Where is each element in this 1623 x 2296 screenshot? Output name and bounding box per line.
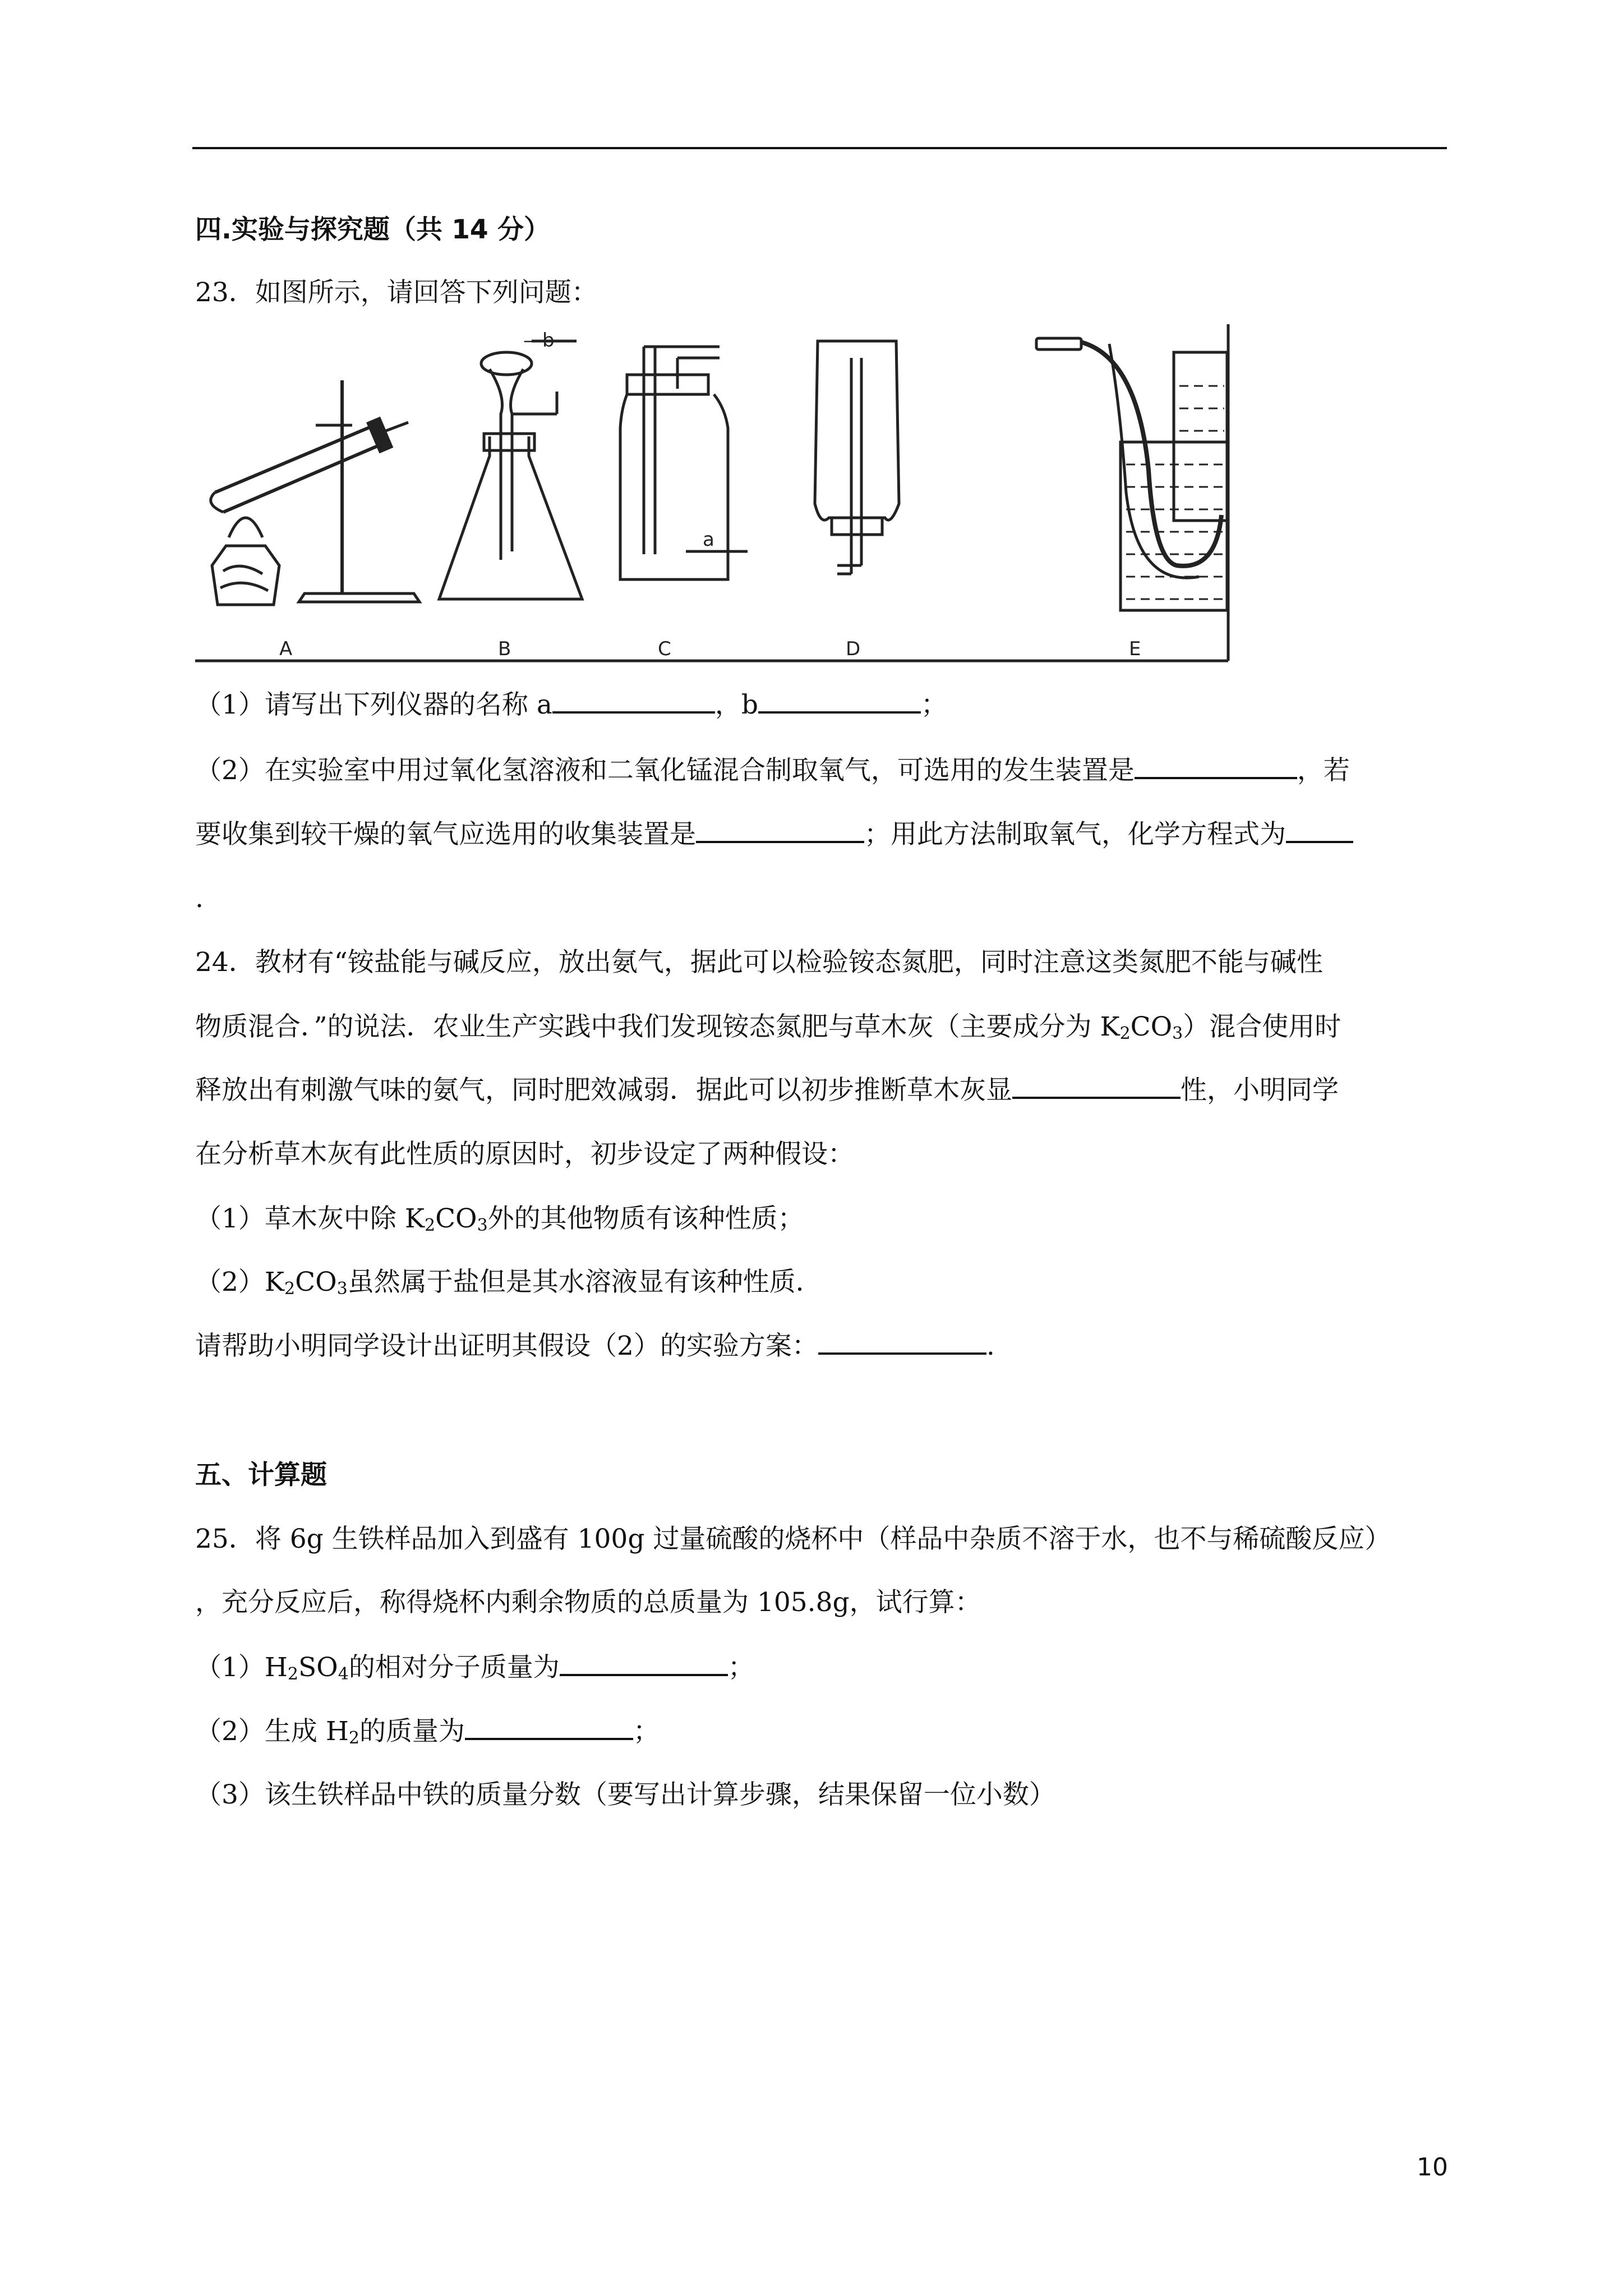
apparatus-figure bbox=[195, 324, 1233, 664]
section5-heading: 五、计算题 bbox=[195, 1460, 327, 1490]
q25-part2: （2）生成 $H_2$的质量为 ； bbox=[195, 1714, 660, 1756]
q23-part1: （1）请写出下列仪器的名称 a ，b ； bbox=[195, 687, 947, 723]
answer-blank-plan[interactable] bbox=[818, 1329, 986, 1355]
label-C: C bbox=[658, 638, 671, 660]
q23-stem: 23．如图所示，请回答下列问题： bbox=[195, 277, 598, 308]
answer-blank-equation[interactable] bbox=[1286, 817, 1353, 843]
q23-part2-line2: 要收集到较干燥的氧气应选用的收集装置是 ；用此方法制取氧气，化学方程式为 bbox=[195, 817, 1353, 853]
header-rule bbox=[192, 147, 1447, 149]
section4-heading: 四.实验与探究题（共 14 分） bbox=[195, 214, 550, 245]
q23-part2-line3: . bbox=[195, 883, 204, 914]
q24-hypothesis2: $(2)K_2CO_3$虽然属于盐但是其水溶液显有该种性质． bbox=[195, 1267, 822, 1299]
apparatus-e bbox=[1036, 338, 1227, 610]
answer-blank-h2-mass[interactable] bbox=[465, 1714, 633, 1740]
apparatus-a bbox=[211, 380, 419, 605]
label-E: E bbox=[1129, 638, 1141, 660]
label-a: a bbox=[703, 528, 714, 551]
label-A: A bbox=[279, 638, 293, 660]
answer-blank-molar-mass[interactable] bbox=[560, 1650, 728, 1676]
q24-line1: 24．教材有“铵盐能与碱反应，放出氨气，据此可以检验铵态氮肥，同时注意这类氮肥不能与碱性 bbox=[195, 947, 1323, 978]
answer-blank-b[interactable] bbox=[758, 688, 921, 714]
answer-blank-property[interactable] bbox=[1012, 1073, 1181, 1099]
q23-part2-line1: （2）在实验室中用过氧化氢溶液和二氧化锰混合制取氧气，可选用的发生装置是 ，若 bbox=[195, 753, 1350, 789]
q25-line1: 25．将 6g 生铁样品加入到盛有 100g 过量硫酸的烧杯中（样品中杂质不溶于水，也不与稀硫酸反应） bbox=[195, 1524, 1391, 1554]
answer-blank-generator[interactable] bbox=[1135, 753, 1297, 779]
answer-blank-collector[interactable] bbox=[696, 817, 864, 843]
q24-hypothesis1: （1）草木灰中除 $K_2CO_3$外的其他物质有该种性质； bbox=[195, 1203, 804, 1235]
label-B: B bbox=[498, 638, 511, 660]
q24-line4: 在分析草木灰有此性质的原因时，初步设定了两种假设： bbox=[195, 1139, 854, 1170]
apparatus-c bbox=[620, 347, 748, 579]
page-number: 10 bbox=[1417, 2153, 1448, 2182]
q25-part1: $(1)H_2SO_4$的相对分子质量为 ； bbox=[195, 1650, 754, 1692]
apparatus-b bbox=[439, 341, 582, 599]
q25-part3: （3）该生铁样品中铁的质量分数（要写出计算步骤，结果保留一位小数） bbox=[195, 1779, 1055, 1810]
q24-ask: 请帮助小明同学设计出证明其假设（2）的实验方案： . bbox=[195, 1328, 995, 1364]
apparatus-d bbox=[815, 341, 899, 574]
label-b: —b bbox=[523, 329, 555, 352]
q24-line3: 释放出有刺激气味的氨气，同时肥效减弱．据此可以初步推断草木灰显 性，小明同学 bbox=[195, 1073, 1339, 1108]
q24-line2: 物质混合．”的说法．农业生产实践中我们发现铵态氮肥与草木灰（主要成分为 $K_2CO_3$）混合使用时 bbox=[195, 1011, 1341, 1043]
apparatus-diagram bbox=[195, 324, 1233, 664]
answer-blank-a[interactable] bbox=[552, 688, 715, 714]
q25-line2: ，充分反应后，称得烧杯内剩余物质的总质量为 105.8g，试行算： bbox=[195, 1587, 981, 1618]
label-D: D bbox=[846, 638, 861, 660]
